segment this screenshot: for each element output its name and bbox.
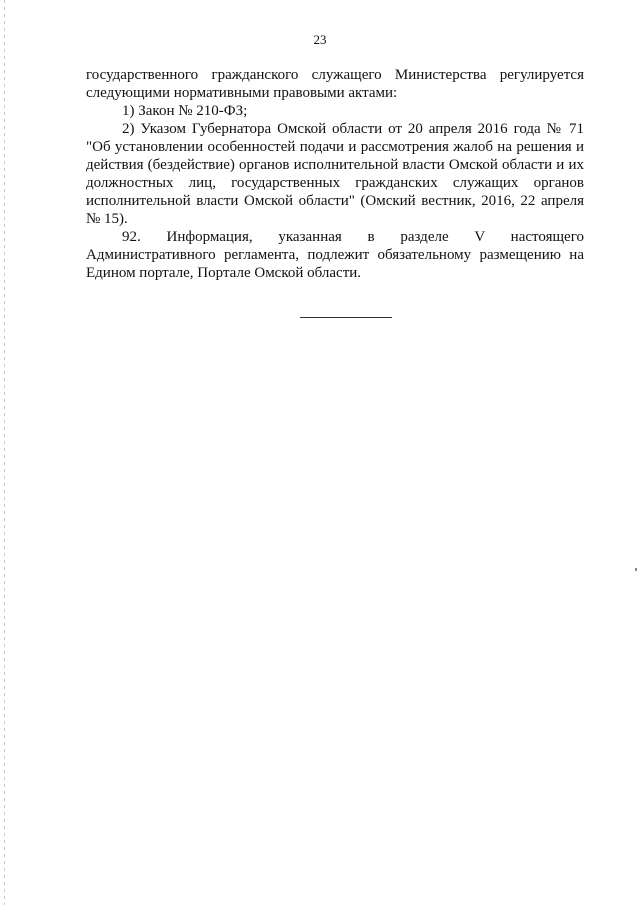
scan-edge-marks	[4, 0, 5, 905]
end-separator-line	[300, 317, 392, 318]
paragraph-92: 92. Информация, указанная в разделе V настоящего Административного регламента, подлежит обязательному размещению на Едином портале, Портале Омской области.	[86, 229, 584, 281]
paragraph-law-item-1: 1) Закон № 210-ФЗ;	[122, 103, 248, 119]
document-body	[86, 66, 584, 282]
scan-edge-mark	[635, 568, 637, 571]
paragraph-continuation: государственного гражданского служащего Министерства регулируется следующими нормативными правовыми актами:	[86, 67, 584, 101]
paragraph-law-item-2: 2) Указом Губернатора Омской области от 20 апреля 2016 года № 71 "Об установлении особенностей подачи и рассмотрения жалоб на решения и действия (бездействие) органов исполнительной власти Омской области и их должностных лиц, государственных гражданских служащих органов исполнительной власти Омской области" (Омский вестник, 2016, 22 апреля № 15).	[86, 121, 584, 227]
page-number: 23	[313, 32, 327, 47]
